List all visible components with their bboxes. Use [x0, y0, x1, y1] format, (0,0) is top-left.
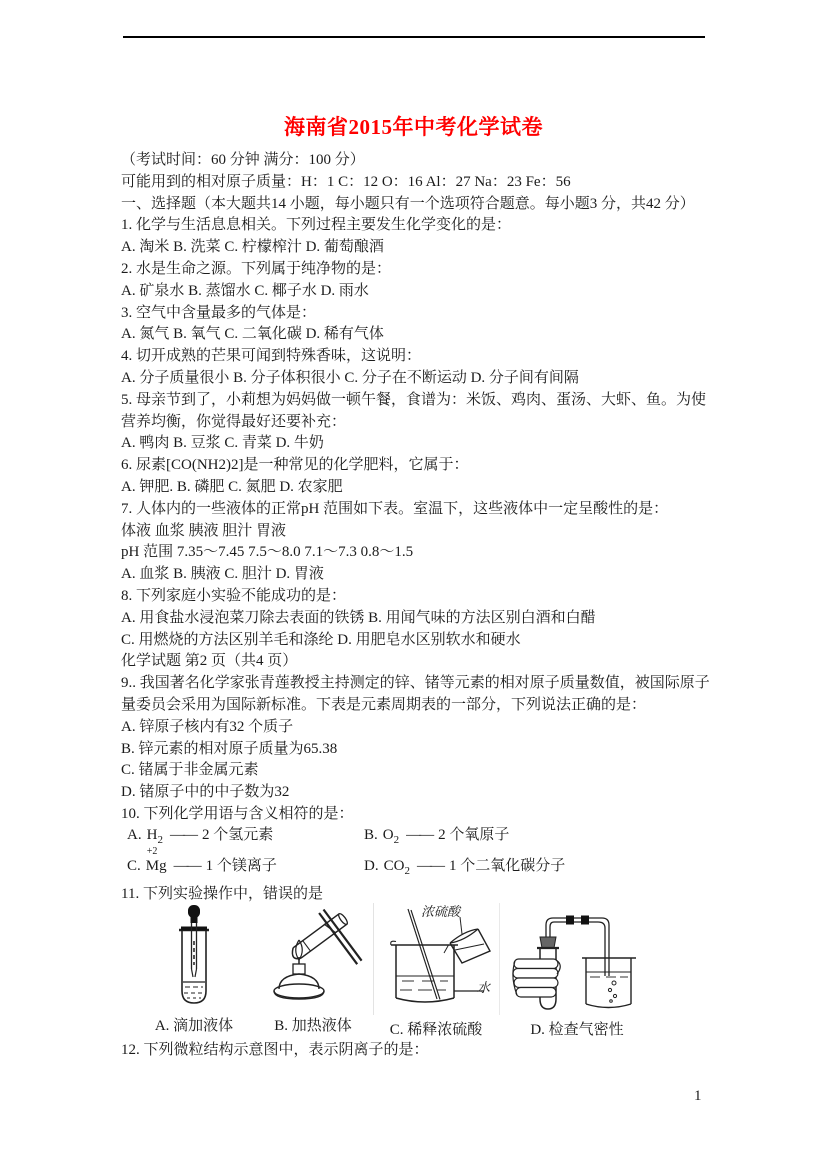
option-label: A.	[127, 827, 142, 843]
figure-add-liquid	[133, 903, 255, 1035]
q12-stem: 12. 下列微粒结构示意图中，表示阴离子的是：	[121, 1042, 429, 1058]
q5-options: A. 鸭肉 B. 豆浆 C. 青菜 D. 牛奶	[121, 435, 324, 452]
option-label: D.	[364, 858, 379, 874]
dash: ——	[406, 827, 433, 843]
q10-option-a	[127, 824, 364, 852]
q10-option-c	[127, 846, 364, 883]
page-footer-note: 化学试题 第2 页（共4 页）	[121, 653, 298, 670]
header-rule	[123, 36, 705, 38]
exam-body	[121, 150, 731, 826]
q4-options: A. 分子质量很小 B. 分子体积很小 C. 分子在不断运动 D. 分子间有间隔	[121, 369, 579, 386]
label-water: 水	[477, 980, 491, 995]
label-concentrated-sulfuric-acid: 浓硫酸	[421, 904, 461, 919]
figure-caption: C. 稀释浓硫酸	[389, 1022, 483, 1038]
option-label: C.	[127, 858, 141, 874]
q8-options-ab: A. 用食盐水浸泡菜刀除去表面的铁锈 B. 用闻气味的方法区别白酒和白醋	[121, 609, 596, 626]
option-desc: 1 个镁离子	[205, 858, 277, 874]
q3-stem: 3. 空气中含量最多的气体是：	[121, 304, 317, 321]
figure-caption: D. 检查气密性	[530, 1022, 624, 1038]
q10-option-b	[364, 824, 687, 852]
q7-table-row1: 体液 血浆 胰液 胆汁 胃液	[121, 522, 287, 539]
q7-options: A. 血浆 B. 胰液 C. 胆汁 D. 胃液	[121, 566, 324, 583]
q11-figures	[133, 903, 653, 1039]
dash: ——	[173, 858, 200, 874]
figure-dilute-acid	[371, 903, 501, 1039]
option-label: B.	[364, 827, 378, 843]
q8-stem: 8. 下列家庭小实验不能成功的是：	[121, 587, 347, 604]
q10-stem: 10. 下列化学用语与含义相符的是：	[121, 805, 354, 822]
q9-stem: 9.. 我国著名化学家张青莲教授主持测定的锌、锗等元素的相对原子质量数值，被国际原子	[121, 675, 710, 692]
exam-time-info: （考试时间：60 分钟 满分：100 分）	[121, 152, 365, 168]
q2-options: A. 矿泉水 B. 蒸馏水 C. 椰子水 D. 雨水	[121, 282, 369, 299]
q2-stem: 2. 水是生命之源。下列属于纯净物的是：	[121, 260, 392, 277]
q9-option-b: B. 锌元素的相对原子质量为65.38	[121, 740, 338, 757]
q1-options: A. 淘米 B. 洗菜 C. 柠檬榨汁 D. 葡萄酿酒	[121, 239, 384, 256]
heating-test-tube-illustration	[257, 903, 369, 1011]
q6-options: A. 钾肥. B. 磷肥 C. 氮肥 D. 农家肥	[121, 478, 343, 495]
q6-stem: 6. 尿素[CO(NH2)2]是一种常见的化学肥料，它属于：	[121, 457, 469, 474]
q3-options: A. 氮气 B. 氧气 C. 二氧化碳 D. 稀有气体	[121, 326, 384, 343]
q9-option-c: C. 锗属于非金属元素	[121, 762, 259, 779]
dash: ——	[416, 858, 443, 874]
q5-stem-cont: 营养均衡，你觉得最好还要补充：	[121, 413, 347, 430]
dash: ——	[169, 827, 196, 843]
option-desc: 2 个氧原子	[438, 827, 510, 843]
q1-stem: 1. 化学与生活息息相关。下列过程主要发生化学变化的是：	[121, 217, 512, 234]
q11-stem: 11. 下列实验操作中，错误的是	[121, 886, 323, 902]
q7-stem: 7. 人体内的一些液体的正常pH 范围如下表。室温下，这些液体中一定呈酸性的是：	[121, 500, 669, 517]
q9-option-a: A. 锌原子核内有32 个质子	[121, 718, 294, 735]
option-desc: 1 个二氧化碳分子	[448, 858, 566, 874]
q10-option-d	[364, 855, 687, 883]
dropper-test-tube-illustration	[159, 903, 229, 1011]
q8-options-cd: C. 用燃烧的方法区别羊毛和涤纶 D. 用肥皂水区别软水和硬水	[121, 631, 521, 648]
chemical-formula: $CO_2$	[383, 858, 410, 877]
q9-option-d: D. 锗原子中的中子数为32	[121, 784, 290, 801]
chemical-formula: +2 Mg	[145, 846, 167, 874]
atomic-mass-info: 可能用到的相对原子质量：H：1 C：12 O：16 Al：27 Na：23 Fe：56	[121, 173, 571, 190]
q5-stem: 5. 母亲节到了，小莉想为妈妈做一顿午餐，食谱为：米饭、鸡肉、蛋汤、大虾、鱼。为使	[121, 391, 707, 408]
section-heading: 一、选择题（本大题共14 小题，每小题只有一个选项符合题意。每小题3 分，共42 分）	[121, 195, 695, 212]
page-number: 1	[694, 1088, 702, 1104]
option-desc: 2 个氢元素	[201, 827, 274, 843]
ion-charge: +2	[146, 846, 158, 857]
chemical-formula: $H_2$	[146, 827, 163, 846]
figure-caption: A. 滴加液体	[154, 1018, 234, 1034]
q10-options-block	[127, 824, 687, 883]
figure-heat-liquid	[255, 903, 371, 1035]
q9-stem-cont: 量委员会采用为国际新标准。下表是元素周期表的一部分，下列说法正确的是：	[121, 696, 647, 713]
figure-caption: B. 加热液体	[274, 1018, 352, 1034]
q4-stem: 4. 切开成熟的芒果可闻到特殊香味，这说明：	[121, 348, 422, 365]
chemical-formula: $O_2$	[382, 827, 400, 846]
q7-table-row2: pH 范围 7.35～7.45 7.5～8.0 7.1～7.3 0.8～1.5	[121, 544, 414, 561]
figure-check-airtightness	[501, 903, 653, 1039]
exam-title: 海南省2015年中考化学试卷	[284, 115, 543, 139]
airtightness-test-illustration	[510, 903, 645, 1015]
